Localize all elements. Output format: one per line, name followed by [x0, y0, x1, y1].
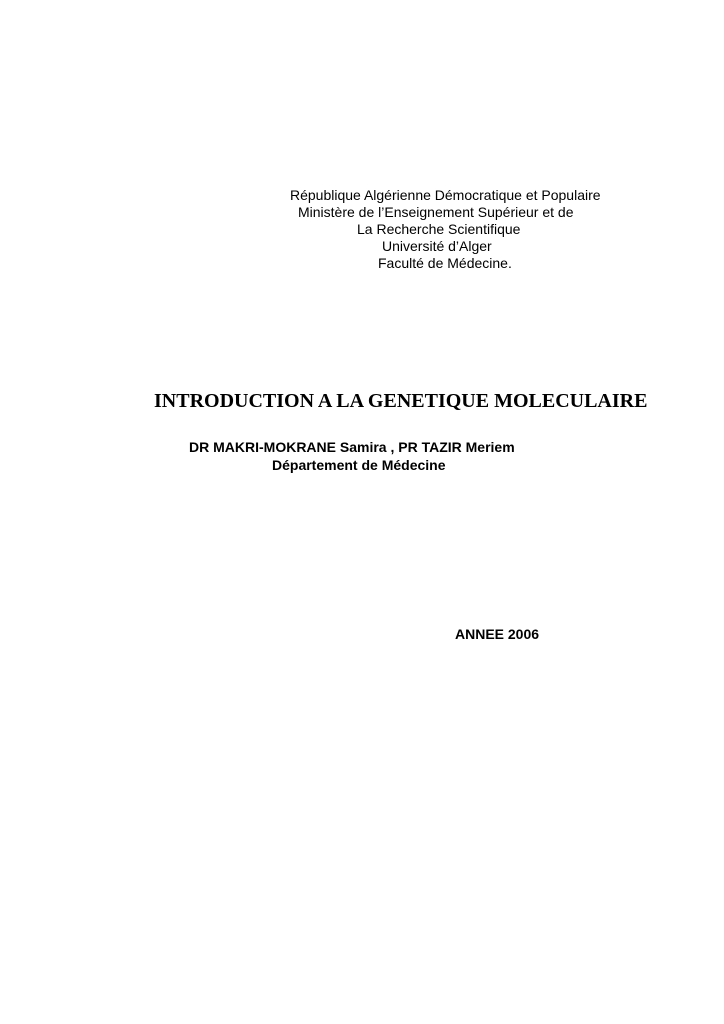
header-ministry-line2: La Recherche Scientifique	[357, 221, 521, 237]
document-year: ANNEE 2006	[455, 626, 540, 642]
header-ministry-line1: Ministère de l’Enseignement Supérieur et de	[298, 204, 574, 220]
header-republic: République Algérienne Démocratique et Populaire	[290, 187, 601, 203]
document-title: INTRODUCTION A LA GENETIQUE MOLECULAIRE	[154, 390, 648, 412]
header-faculty: Faculté de Médecine.	[378, 255, 512, 271]
document-authors: DR MAKRI-MOKRANE Samira , PR TAZIR Meriem	[189, 439, 515, 455]
document-department: Département de Médecine	[272, 457, 446, 473]
header-university: Université d’Alger	[382, 238, 492, 254]
